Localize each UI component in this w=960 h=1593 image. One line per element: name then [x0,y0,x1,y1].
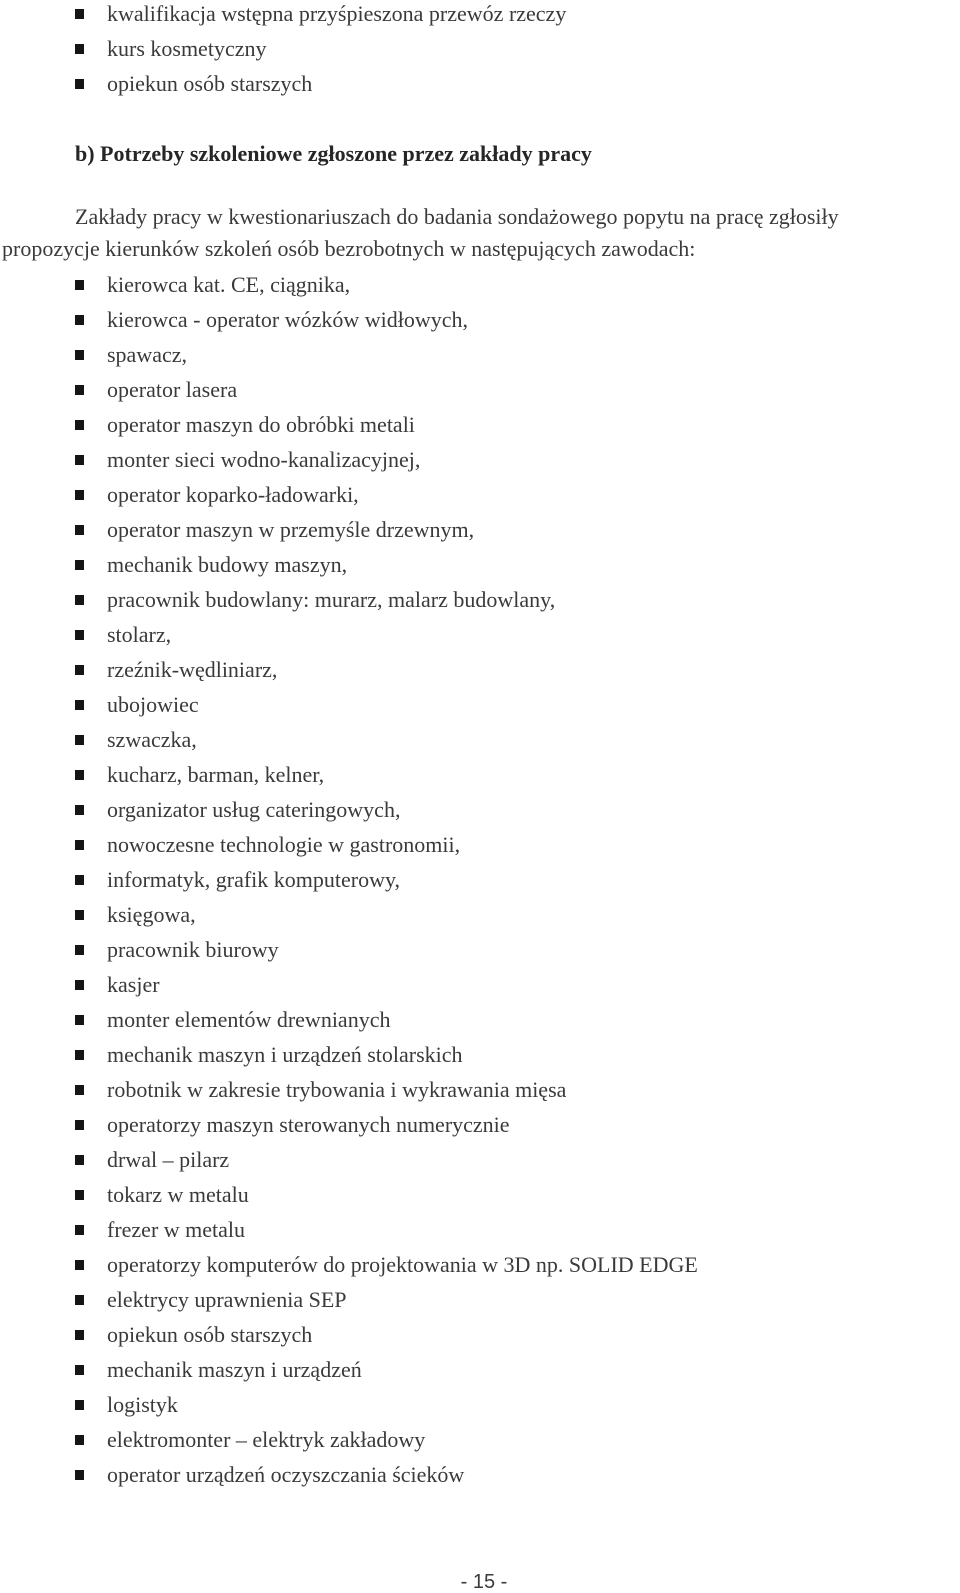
list-item [0,656,960,691]
intro-line-1: Zakłady pracy w kwestionariuszach do badania sondażowego popytu na pracę zgłosiły [75,204,839,229]
list-item [0,481,960,516]
list-item [0,1286,960,1321]
list-item [0,971,960,1006]
square-bullet-icon [75,735,84,745]
square-bullet-icon [75,490,84,500]
list-item [0,341,960,376]
list-item-text: spawacz, [107,342,188,367]
square-bullet-icon [75,1470,84,1480]
list-item-text: organizator usług cateringowych, [107,797,401,822]
square-bullet-icon [75,1330,84,1340]
list-item [0,936,960,971]
list-item [0,831,960,866]
list-item-text: operatorzy maszyn sterowanych numerycznie [107,1112,510,1137]
square-bullet-icon [75,525,84,535]
list-item [0,901,960,936]
square-bullet-icon [75,980,84,990]
square-bullet-icon [75,9,84,19]
square-bullet-icon [75,910,84,920]
list-item-text: elektrycy uprawnienia SEP [107,1287,347,1312]
list-item-text: ubojowiec [107,692,199,717]
list-item [0,761,960,796]
list-item [0,586,960,621]
square-bullet-icon [75,350,84,360]
square-bullet-icon [75,1365,84,1375]
list-item [0,271,960,306]
list-item [0,1391,960,1426]
list-item [0,1251,960,1286]
square-bullet-icon [75,665,84,675]
list-item [0,376,960,411]
square-bullet-icon [75,700,84,710]
square-bullet-icon [75,1225,84,1235]
list-item [0,70,960,105]
list-item-text: monter sieci wodno-kanalizacyjnej, [107,447,421,472]
square-bullet-icon [75,805,84,815]
square-bullet-icon [75,79,84,89]
list-item [0,621,960,656]
list-item-text: mechanik budowy maszyn, [107,552,348,577]
list-item [0,551,960,586]
list-item [0,866,960,901]
list-item-text: monter elementów drewnianych [107,1007,391,1032]
list-item-text: operator koparko-ładowarki, [107,482,359,507]
square-bullet-icon [75,455,84,465]
list-item-text: operatorzy komputerów do projektowania w 3D np. SOLID EDGE [107,1252,698,1277]
square-bullet-icon [75,945,84,955]
list-item [0,1076,960,1111]
list-item [0,726,960,761]
list-item-text: operator lasera [107,377,238,402]
list-item-text: nowoczesne technologie w gastronomii, [107,832,461,857]
square-bullet-icon [75,1085,84,1095]
square-bullet-icon [75,1015,84,1025]
square-bullet-icon [75,630,84,640]
list-item [0,35,960,70]
square-bullet-icon [75,1155,84,1165]
list-item-text: kurs kosmetyczny [107,36,267,61]
square-bullet-icon [75,44,84,54]
square-bullet-icon [75,1295,84,1305]
list-item-text: mechanik maszyn i urządzeń [107,1357,362,1382]
square-bullet-icon [75,1435,84,1445]
list-item-text: szwaczka, [107,727,197,752]
list-item-text: pracownik budowlany: murarz, malarz budowlany, [107,587,556,612]
list-item-text: opiekun osób starszych [107,71,313,96]
intro-paragraph [2,201,954,265]
list-item [0,446,960,481]
list-item-text: kierowca - operator wózków widłowych, [107,307,469,332]
square-bullet-icon [75,280,84,290]
list-item [0,1321,960,1356]
list-item [0,1461,960,1496]
list-item [0,1426,960,1461]
top-bullet-list [0,0,960,105]
list-item-text: pracownik biurowy [107,937,279,962]
list-item-text: operator maszyn w przemyśle drzewnym, [107,517,475,542]
list-item [0,516,960,551]
page-number: - 15 - [460,1571,508,1593]
list-item-text: kucharz, barman, kelner, [107,762,325,787]
list-item-text: tokarz w metalu [107,1182,249,1207]
square-bullet-icon [75,840,84,850]
list-item [0,1356,960,1391]
list-item-text: stolarz, [107,622,172,647]
list-item [0,411,960,446]
list-item-text: informatyk, grafik komputerowy, [107,867,401,892]
square-bullet-icon [75,420,84,430]
square-bullet-icon [75,770,84,780]
list-item-text: księgowa, [107,902,196,927]
square-bullet-icon [75,875,84,885]
square-bullet-icon [75,1260,84,1270]
list-item-text: kasjer [107,972,160,997]
list-item-text: elektromonter – elektryk zakładowy [107,1427,426,1452]
list-item [0,1006,960,1041]
intro-line-2: propozycje kierunków szkoleń osób bezrobotnych w następujących zawodach: [2,236,696,261]
list-item-text: logistyk [107,1392,178,1417]
list-item-text: mechanik maszyn i urządzeń stolarskich [107,1042,463,1067]
square-bullet-icon [75,315,84,325]
square-bullet-icon [75,385,84,395]
list-item-text: operator maszyn do obróbki metali [107,412,415,437]
list-item [0,1216,960,1251]
square-bullet-icon [75,1120,84,1130]
square-bullet-icon [75,1050,84,1060]
list-item [0,1181,960,1216]
list-item-text: rzeźnik-wędliniarz, [107,657,278,682]
list-item [0,691,960,726]
occupation-bullet-list [0,271,960,1496]
list-item-text: frezer w metalu [107,1217,246,1242]
square-bullet-icon [75,1400,84,1410]
list-item-text: drwal – pilarz [107,1147,230,1172]
square-bullet-icon [75,595,84,605]
list-item-text: operator urządzeń oczyszczania ścieków [107,1462,465,1487]
list-item [0,306,960,341]
square-bullet-icon [75,1190,84,1200]
list-item-text: robotnik w zakresie trybowania i wykrawania mięsa [107,1077,567,1102]
list-item [0,1111,960,1146]
list-item-text: kierowca kat. CE, ciągnika, [107,272,351,297]
list-item [0,1041,960,1076]
section-heading: b) Potrzeby szkoleniowe zgłoszone przez zakłady pracy [75,141,592,166]
list-item [0,796,960,831]
list-item [0,0,960,35]
list-item-text: opiekun osób starszych [107,1322,313,1347]
list-item [0,1146,960,1181]
list-item-text: kwalifikacja wstępna przyśpieszona przewóz rzeczy [107,1,567,26]
square-bullet-icon [75,560,84,570]
